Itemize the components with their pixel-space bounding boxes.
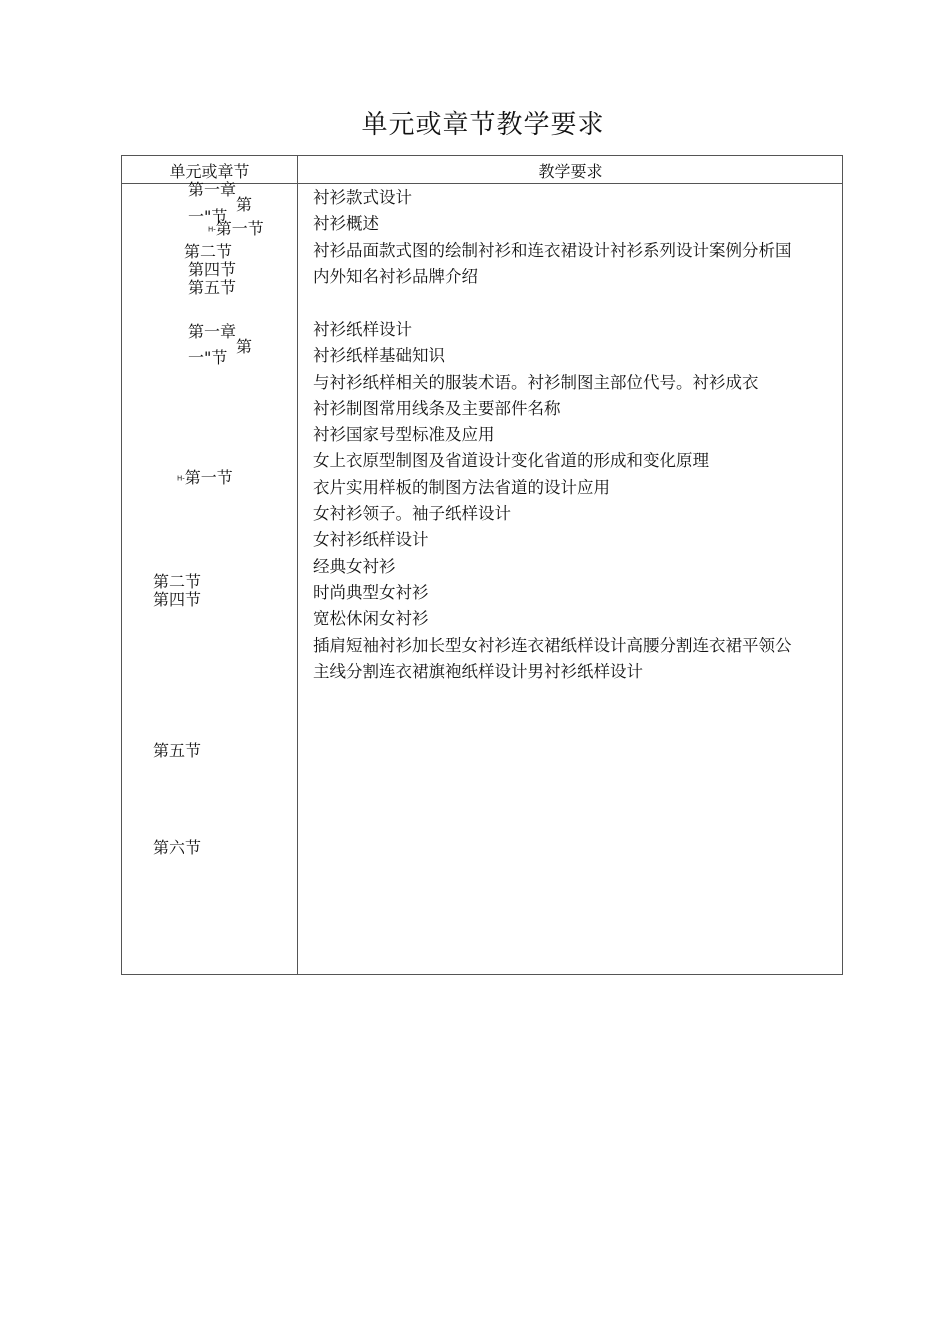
requirement-line: 时尚典型女衬衫 — [313, 582, 429, 602]
requirement-line: 与衬衫纸样相关的服装术语。衬衫制图主部位代号。衬衫成衣 — [313, 372, 759, 392]
requirements-block-2 — [313, 317, 792, 685]
chapter-2-section-6: 第六节 — [153, 838, 202, 857]
chapter-2-section-2: 第二节 — [153, 572, 202, 591]
requirement-line: 主线分割连衣裙旗袍纸样设计男衬衫纸样设计 — [313, 661, 643, 681]
chapter-1-section-5: 第五节 — [188, 278, 237, 297]
requirement-line: 衬衫纸样基础知识 — [313, 346, 445, 366]
requirement-line: 女上衣原型制图及省道设计变化省道的形成和变化原理 — [313, 451, 709, 471]
chapter-1-label: 第一章 — [188, 180, 237, 199]
requirement-line: 内外知名衬衫品牌介绍 — [313, 266, 478, 286]
chapter-2-section-4: 第四节 — [153, 590, 202, 609]
requirement-line: 宽松休闲女衬衫 — [313, 609, 429, 629]
requirement-line: 衬衫国家号型标准及应用 — [313, 425, 495, 445]
requirement-line: 衬衫品面款式图的绘制衬衫和连衣裙设计衬衫系列设计案例分析国 — [313, 240, 792, 260]
requirement-line: 插肩短袖衬衫加长型女衬衫连衣裙纸样设计高腰分割连衣裙平领公 — [313, 635, 792, 655]
requirement-line: 经典女衬衫 — [313, 556, 396, 576]
requirement-line: 衣片实用样板的制图方法省道的设计应用 — [313, 477, 610, 497]
requirements-table — [121, 155, 843, 975]
column-divider — [297, 156, 298, 974]
requirement-line: 衬衫纸样设计 — [313, 320, 412, 339]
chapter-2-section-1: H-第一节 — [177, 468, 233, 487]
chapter-1-section-1: H-第一节 — [208, 219, 264, 238]
chapter-2-jie: 一"节 — [188, 348, 228, 367]
header-teaching-requirements: 教学要求 — [538, 162, 603, 181]
requirement-line: 衬衫款式设计 — [313, 188, 412, 207]
requirement-line: 女衬衫领子。袖子纸样设计 — [313, 504, 511, 524]
chapter-2-section-5: 第五节 — [153, 741, 202, 760]
requirements-block-1 — [313, 185, 792, 290]
chapter-1-section-2: 第二节 — [184, 242, 233, 261]
chapter-1-di: 第 — [236, 195, 253, 214]
chapter-1-section-4: 第四节 — [188, 260, 237, 279]
header-unit-chapter: 单元或章节 — [169, 162, 250, 181]
chapter-2-label: 第一章 — [188, 322, 237, 341]
chapter-1-jie: 一"节 — [188, 207, 228, 226]
requirement-line: 女衬衫纸样设计 — [313, 530, 429, 550]
requirement-line: 衬衫制图常用线条及主要部件名称 — [313, 398, 561, 418]
page-title: 单元或章节教学要求 — [361, 110, 605, 140]
chapter-2-di: 第 — [236, 337, 253, 356]
requirement-line: 衬衫概述 — [313, 214, 379, 234]
